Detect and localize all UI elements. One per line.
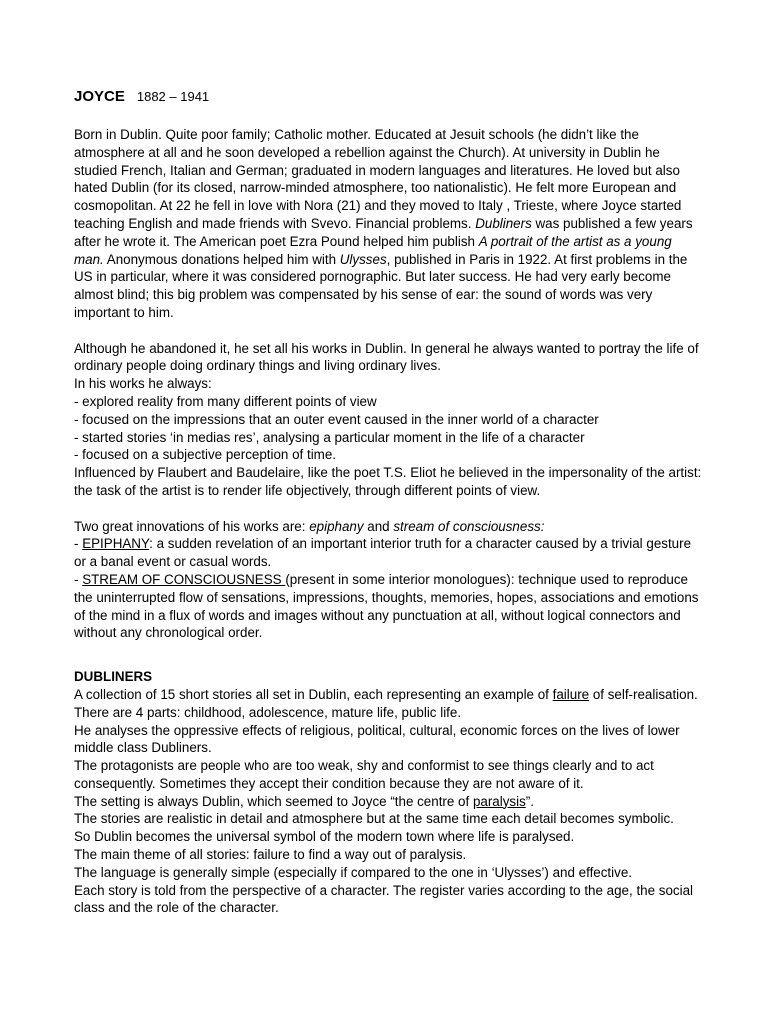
- innovations-lead-text: Two great innovations of his works are:: [74, 518, 310, 534]
- works-list-item: - focused on the impressions that an outer event caused in the inner world of a character: [74, 411, 599, 427]
- failure-underlined: failure: [552, 686, 590, 702]
- epiphany-def-text: : a sudden revelation of an important interior truth for a character caused by a trivial gesture or a banal event or casual words.: [74, 536, 692, 570]
- document-page: [74, 86, 702, 917]
- dubliners-p4: The protagonists are people who are too weak, shy and conformist to see things clearly and to act consequently. Sometimes they accept their condition because they are not aware of it.: [74, 758, 654, 791]
- epiphany-term: EPIPHANY: [82, 536, 150, 552]
- dubliners-p6: The stories are realistic in detail and atmosphere but at the same time each detail becomes symbolic.: [74, 811, 674, 827]
- bio-text-2: was published a few years after he wrote it. The American poet Ezra Pound helped him publish: [74, 215, 693, 249]
- innovations-and: and: [363, 518, 394, 534]
- dubliners-p10: Each story is told from the perspective of a character. The register varies according to the age, the social class and the role of the character.: [74, 882, 694, 916]
- paralysis-underlined: paralysis: [472, 793, 526, 809]
- dubliners-p5: [74, 793, 702, 811]
- author-dates: 1882 – 1941: [136, 89, 210, 104]
- bio-text-3: Anonymous donations helped him with: [103, 251, 340, 267]
- section-gap: [74, 642, 702, 668]
- stream-term: STREAM OF CONSCIOUSNESS: [82, 571, 286, 587]
- paragraph-gap: [74, 500, 702, 518]
- dubliners-p1-text-b: of self-realisation.: [589, 686, 698, 702]
- bio-text-1: Born in Dublin. Quite poor family; Catholic mother. Educated at Jesuit schools (he didn’t like the atmosphere at all and he soon developed a rebellion against the Church). At university in Dublin he studied French, Italian and German; graduated in modern languages and literatures. He loved but also hated Dublin (for its closed, narrow-minded atmosphere, too nationalistic). He felt more European and cosmopolitan. At 22 he fell in love with Nora (21) and they moved to Italy , Trieste, where Joyce started teaching English and made friends with Svevo. Financial problems.: [74, 127, 682, 231]
- paragraph-gap: [74, 322, 702, 340]
- title-line: [74, 86, 702, 108]
- stream-dash: -: [74, 571, 83, 587]
- ulysses-title-italic: Ulysses: [339, 251, 387, 267]
- portrait-title-italic: A portrait of the artist as a young man.: [74, 233, 672, 267]
- dubliners-p5-text-a: The setting is always Dublin, which seemed to Joyce “the centre of: [74, 793, 473, 809]
- stream-definition: [74, 571, 702, 642]
- dubliners-p7: So Dublin becomes the universal symbol of the modern town where life is paralysed.: [74, 829, 575, 845]
- dubliners-p8: The main theme of all stories: failure to find a way out of paralysis.: [74, 847, 467, 863]
- works-list-item: - started stories ‘in medias res’, analysing a particular moment in the life of a character: [74, 429, 585, 445]
- author-title: JOYCE: [74, 88, 125, 105]
- works-list-item: - explored reality from many different points of view: [74, 393, 377, 409]
- epiphany-italic: epiphany: [309, 518, 364, 534]
- epiphany-definition: [74, 535, 702, 571]
- bio-text-4: , published in Paris in 1922. At first problems in the US in particular, where it was considered pornographic. But later success. He had very early become almost blind; this big problem was compensated by his sense of ear: the sound of words was very important to him.: [74, 251, 688, 320]
- epiphany-dash: -: [74, 536, 83, 552]
- dubliners-p1: [74, 686, 702, 704]
- works-intro-paragraph: Although he abandoned it, he set all his works in Dublin. In general he always wanted to portray the life of ordinary people doing ordinary things and living ordinary lives.: [74, 340, 699, 374]
- influence-paragraph: Influenced by Flaubert and Baudelaire, like the poet T.S. Eliot he believed in the impersonality of the artist: the task of the artist is to render life objectively, through different points of view.: [74, 465, 702, 498]
- innovations-lead: [74, 518, 702, 536]
- works-always-line: In his works he always:: [74, 376, 212, 392]
- works-list-item: - focused on a subjective perception of time.: [74, 447, 337, 463]
- dubliners-p5-text-b: ”.: [525, 793, 534, 809]
- dubliners-heading: DUBLINERS: [74, 669, 153, 685]
- stream-italic: stream of consciousness:: [393, 518, 545, 534]
- dubliners-p2: There are 4 parts: childhood, adolescence, mature life, public life.: [74, 704, 462, 720]
- stream-def-text: (present in some interior monologues): technique used to reproduce the uninterrupted flow of sensations, impressions, thoughts, memories, hopes, associations and emotions of the mind in a flux of words and images without any punctuation at all, without logical connectors and without any chronological order.: [74, 571, 699, 641]
- dubliners-title-italic: Dubliners: [475, 215, 532, 231]
- dubliners-p3: He analyses the oppressive effects of religious, political, cultural, economic forces on the lives of lower middle class Dubliners.: [74, 722, 680, 756]
- dubliners-p9: The language is generally simple (especially if compared to the one in ‘Ulysses’) and effective.: [74, 864, 632, 880]
- biography-paragraph: [74, 126, 702, 322]
- dubliners-p1-text-a: A collection of 15 short stories all set in Dublin, each representing an example of: [74, 686, 553, 702]
